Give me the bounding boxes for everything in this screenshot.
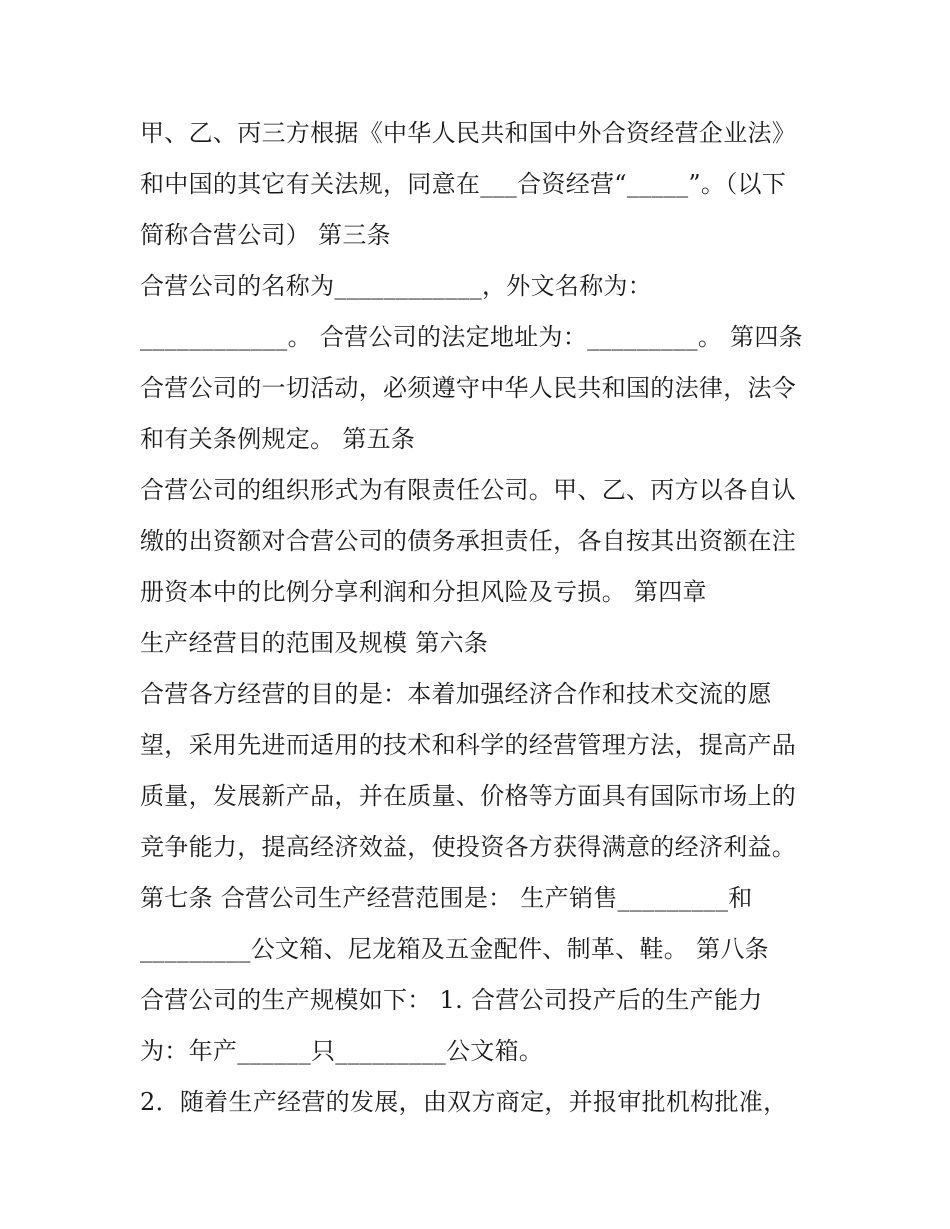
text-line: 和有关条例规定。 第五条: [140, 425, 416, 453]
text-line: 第七条 合营公司生产经营范围是： 生产销售_________和: [140, 884, 753, 912]
text-line: 缴的出资额对合营公司的债务承担责任，各自按其出资额在注: [140, 527, 797, 555]
text-line: 合营公司的名称为____________，外文名称为：: [140, 272, 653, 300]
text-line: 合营公司的一切活动，必须遵守中华人民共和国的法律，法令: [140, 374, 797, 402]
text-line: 为：年产______只_________公文箱。: [140, 1037, 544, 1065]
text-line: 望，采用先进而适用的技术和科学的经营管理方法，提高产品: [140, 731, 797, 759]
text-line: 生产经营目的范围及规模 第六条: [140, 629, 489, 657]
text-line: 合营公司的组织形式为有限责任公司。甲、乙、丙方以各自认: [140, 476, 797, 504]
text-line: 合营各方经营的目的是：本着加强经济合作和技术交流的愿: [140, 680, 772, 708]
text-line: 甲、乙、丙三方根据《中华人民共和国中外合资经营企业法》: [140, 119, 797, 147]
text-line: ____________。 合营公司的法定地址为：_________。 第四条: [140, 323, 803, 351]
text-line: 质量，发展新产品，并在质量、价格等方面具有国际市场上的: [140, 782, 797, 810]
text-line: 册资本中的比例分享利润和分担风险及亏损。 第四章: [140, 578, 707, 606]
text-line: 合营公司的生产规模如下： 1. 合营公司投产后的生产能力: [140, 986, 763, 1014]
text-line: _________公文箱、尼龙箱及五金配件、制革、鞋。 第八条: [140, 935, 769, 963]
text-line: 简称合营公司） 第三条: [140, 221, 391, 249]
text-line: 2．随着生产经营的发展，由双方商定，并报审批机构批准，: [140, 1088, 788, 1116]
contract-body-text: [140, 108, 840, 1128]
text-line: 和中国的其它有关法规，同意在___合资经营“_____”。（以下: [140, 170, 787, 198]
text-line: 竞争能力，提高经济效益，使投资各方获得满意的经济利益。: [140, 833, 797, 861]
